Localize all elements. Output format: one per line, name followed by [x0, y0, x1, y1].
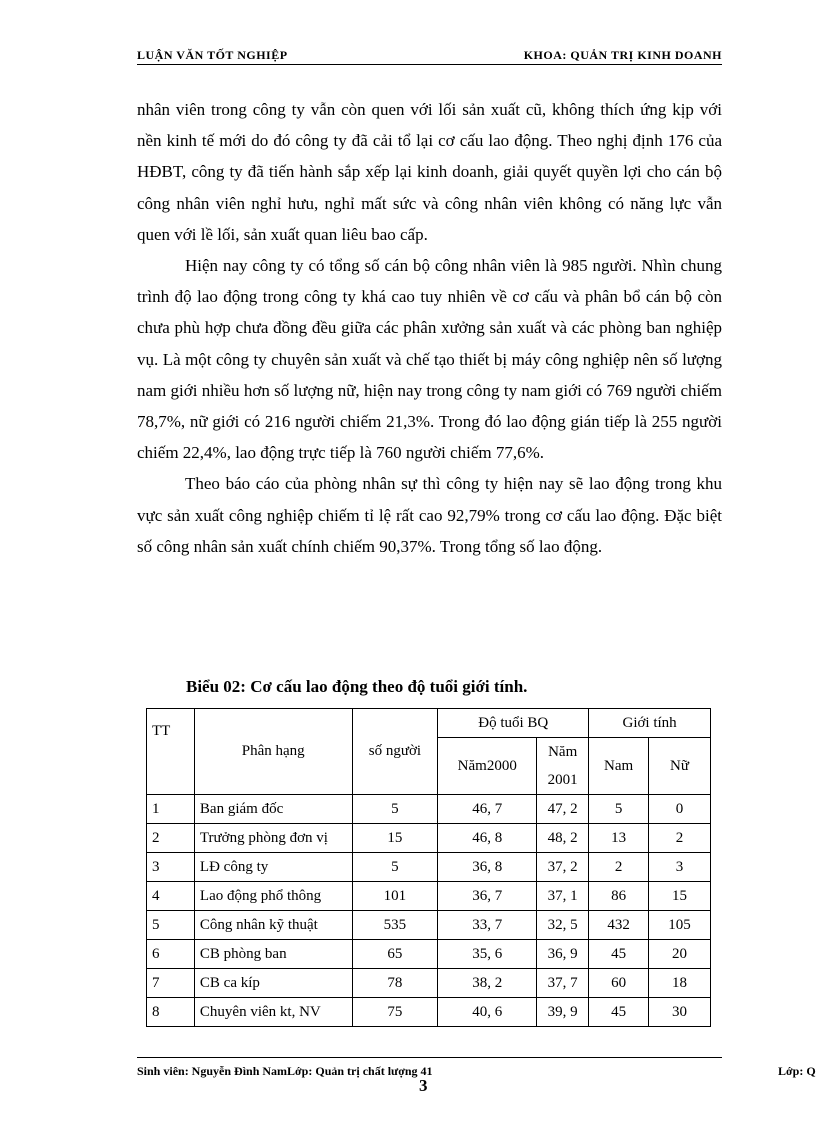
cell-tt: 1 [147, 795, 195, 824]
header-right: KHOA: QUẢN TRỊ KINH DOANH [523, 48, 722, 62]
cell-so-nguoi: 78 [352, 969, 438, 998]
cell-y2001: 36, 9 [537, 940, 589, 969]
cell-y2000: 46, 8 [438, 824, 537, 853]
cell-nu: 2 [649, 824, 711, 853]
paragraph-3: Theo báo cáo của phòng nhân sự thì công ty hiện nay sẽ lao động trong khu vực sản xuất công nghiệp chiếm tỉ lệ rất cao 92,79% trong cơ cấu lao động. Đặc biệt số công nhân sản xuất chính chiếm 90,37%. Trong tổng số lao động. [137, 474, 722, 556]
cell-tt: 3 [147, 853, 195, 882]
cell-y2001: 48, 2 [537, 824, 589, 853]
header-row [147, 709, 711, 738]
cell-tt: 6 [147, 940, 195, 969]
cell-phan-hang: Chuyên viên kt, NV [194, 998, 352, 1027]
header-phan-hang: Phân hạng [194, 709, 352, 795]
cell-y2001: 37, 1 [537, 882, 589, 911]
cell-nam: 45 [589, 940, 649, 969]
cell-phan-hang: Lao động phổ thông [194, 882, 352, 911]
cell-nam: 60 [589, 969, 649, 998]
header-do-tuoi: Độ tuổi BQ [438, 709, 589, 738]
cell-y2001: 47, 2 [537, 795, 589, 824]
paragraph-1: nhân viên trong công ty vẫn còn quen với lối sản xuất cũ, không thích ứng kịp với nền kinh tế mới do đó công ty đã cải tổ lại cơ cấu lao động. Theo nghị định 176 của HĐBT, công ty đã tiến hành sắp xếp lại kinh doanh, giải quyết quyền lợi cho cán bộ công nhân viên nghỉ hưu, nghỉ mất sức và công nhân viên không có năng lực vẫn quen với lề lối, sản xuất quan liêu bao cấp. [137, 100, 722, 244]
cell-nam: 13 [589, 824, 649, 853]
header-so-nguoi: số người [352, 709, 438, 795]
header-nam2000: Năm2000 [438, 738, 537, 795]
cell-y2000: 35, 6 [438, 940, 537, 969]
header-tt: TT [147, 709, 195, 795]
cell-y2000: 46, 7 [438, 795, 537, 824]
cell-phan-hang: Trưởng phòng đơn vị [194, 824, 352, 853]
cell-nam: 432 [589, 911, 649, 940]
table-row [147, 911, 711, 940]
cell-so-nguoi: 75 [352, 998, 438, 1027]
table-row [147, 998, 711, 1027]
cell-tt: 2 [147, 824, 195, 853]
cell-y2001: 39, 9 [537, 998, 589, 1027]
cell-so-nguoi: 5 [352, 795, 438, 824]
cell-nu: 20 [649, 940, 711, 969]
cell-so-nguoi: 5 [352, 853, 438, 882]
cell-nam: 2 [589, 853, 649, 882]
cell-y2000: 40, 6 [438, 998, 537, 1027]
cell-phan-hang: Ban giám đốc [194, 795, 352, 824]
footer-lop: Lớp: Q [778, 1064, 816, 1078]
cell-y2000: 33, 7 [438, 911, 537, 940]
cell-nu: 15 [649, 882, 711, 911]
table-row [147, 795, 711, 824]
page-header [137, 40, 722, 65]
body-text [137, 94, 722, 562]
cell-nu: 105 [649, 911, 711, 940]
cell-tt: 4 [147, 882, 195, 911]
cell-y2000: 36, 7 [438, 882, 537, 911]
page-number: 3 [419, 1076, 428, 1095]
paragraph-2: Hiện nay công ty có tổng số cán bộ công nhân viên là 985 người. Nhìn chung trình độ lao động trong công ty khá cao tuy nhiên về cơ cấu và phân bổ cán bộ còn chưa phù hợp chưa đồng đều giữa các phân xưởng sản xuất và các phòng ban nghiệp vụ. Là một công ty chuyên sản xuất và chế tạo thiết bị máy công nghiệp nên số lượng nam giới nhiều hơn số lượng nữ, hiện nay trong công ty nam giới có 769 người chiếm 78,7%, nữ giới có 216 người chiếm 21,3%. Trong đó lao động gián tiếp là 255 người chiếm 22,4%, lao động trực tiếp là 760 người chiếm 77,6%. [137, 256, 722, 463]
cell-nu: 30 [649, 998, 711, 1027]
cell-phan-hang: Công nhân kỹ thuật [194, 911, 352, 940]
cell-phan-hang: CB ca kíp [194, 969, 352, 998]
cell-nu: 3 [649, 853, 711, 882]
footer-student: Sinh viên: Nguyễn Đình NamLớp: Quản trị chất lượng 41 [137, 1064, 433, 1078]
header-nam2001: Năm 2001 [537, 738, 589, 795]
header-left: LUẬN VĂN TỐT NGHIỆP [137, 48, 288, 62]
cell-nam: 45 [589, 998, 649, 1027]
cell-y2001: 37, 2 [537, 853, 589, 882]
cell-y2001: 32, 5 [537, 911, 589, 940]
table-row [147, 853, 711, 882]
cell-tt: 8 [147, 998, 195, 1027]
table-row [147, 940, 711, 969]
table-row [147, 824, 711, 853]
cell-y2000: 38, 2 [438, 969, 537, 998]
table-row [147, 882, 711, 911]
labor-structure-table [146, 708, 711, 1027]
header-gioi-tinh: Giới tính [589, 709, 711, 738]
header-nam: Nam [589, 738, 649, 795]
cell-so-nguoi: 65 [352, 940, 438, 969]
table-caption: Biểu 02: Cơ cấu lao động theo độ tuổi giới tính. [186, 677, 528, 696]
cell-tt: 5 [147, 911, 195, 940]
table-row [147, 969, 711, 998]
cell-nu: 0 [649, 795, 711, 824]
cell-so-nguoi: 535 [352, 911, 438, 940]
cell-nam: 5 [589, 795, 649, 824]
cell-phan-hang: LĐ công ty [194, 853, 352, 882]
cell-nam: 86 [589, 882, 649, 911]
cell-phan-hang: CB phòng ban [194, 940, 352, 969]
page-footer [137, 1057, 816, 1078]
cell-tt: 7 [147, 969, 195, 998]
cell-so-nguoi: 101 [352, 882, 438, 911]
cell-y2001: 37, 7 [537, 969, 589, 998]
cell-nu: 18 [649, 969, 711, 998]
header-nu: Nữ [649, 738, 711, 795]
cell-y2000: 36, 8 [438, 853, 537, 882]
cell-so-nguoi: 15 [352, 824, 438, 853]
